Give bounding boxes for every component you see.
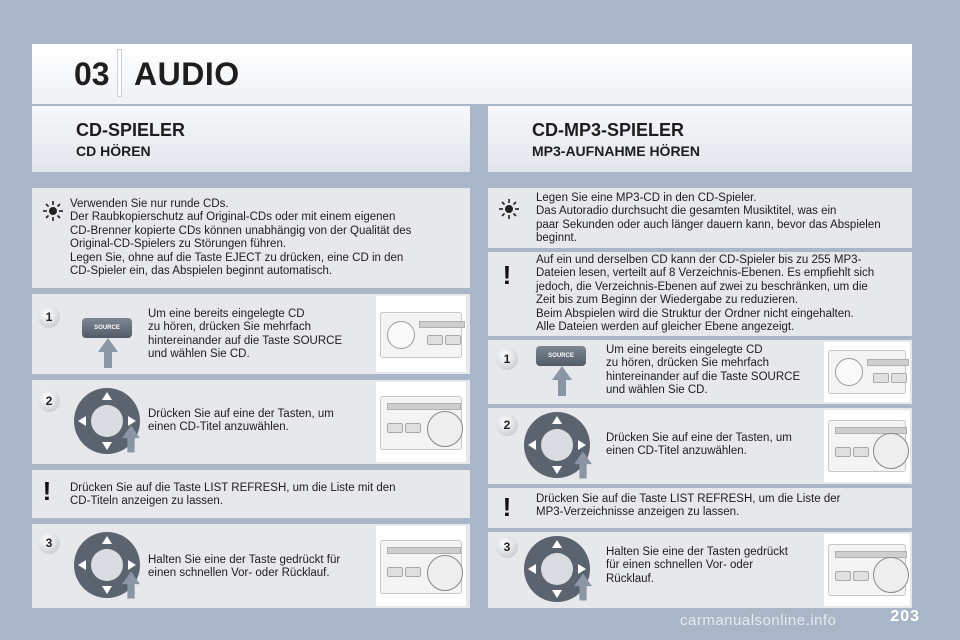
left-warning-panel [32, 470, 470, 518]
left-step1-text: Um eine bereits eingelegte CD zu hören, drücken Sie mehrfach hintereinander auf die Taste SOURCE und wählen Sie CD. [148, 308, 343, 361]
info-sun-icon [498, 198, 520, 220]
chapter-separator [118, 50, 121, 96]
warning-icon: ! [42, 476, 52, 506]
radio-panel-image [376, 296, 466, 372]
left-info-panel [32, 188, 470, 288]
left-step2-text: Drücken Sie auf eine der Tasten, um einen CD-Titel anzuwählen. [148, 408, 334, 434]
right-section-heading [488, 106, 912, 172]
warning-icon: ! [502, 260, 512, 290]
radio-panel-image [824, 534, 910, 606]
press-arrow-icon [552, 366, 572, 396]
right-section-subtitle: MP3-AUFNAHME HÖREN [532, 143, 700, 159]
left-section-heading [32, 106, 470, 172]
right-warning2-text: Drücken Sie auf die Taste LIST REFRESH, um die Liste der MP3-Verzeichnisse anzeigen zu lassen. [536, 493, 841, 519]
right-step1-text: Um eine bereits eingelegte CD zu hören, drücken Sie mehrfach hintereinander auf die Taste SOURCE und wählen Sie CD. [606, 344, 801, 397]
source-button-icon: SOURCE [82, 318, 132, 338]
left-warning-text: Drücken Sie auf die Taste LIST REFRESH, um die Liste mit den CD-Titeln anzeigen zu lassen. [70, 482, 396, 508]
right-step1-panel [488, 340, 912, 404]
left-step3-panel [32, 524, 470, 608]
warning-icon: ! [502, 492, 512, 522]
left-step1-panel [32, 294, 470, 374]
left-step2-panel [32, 380, 470, 464]
radio-panel-image [376, 526, 466, 606]
right-step2-panel [488, 408, 912, 484]
step-number-badge: 1 [38, 306, 60, 328]
press-arrow-icon [122, 424, 140, 454]
page-number: 203 [890, 608, 920, 625]
press-arrow-icon [122, 570, 140, 600]
radio-panel-image [824, 410, 910, 482]
left-section-title: CD-SPIELER [76, 120, 186, 140]
press-arrow-icon [98, 338, 118, 368]
right-step3-text: Halten Sie eine der Tasten gedrückt für einen schnellen Vor- oder Rücklauf. [606, 546, 788, 585]
chapter-number: 03 [74, 56, 110, 92]
source-button-icon: SOURCE [536, 346, 586, 366]
left-info-text: Verwenden Sie nur runde CDs. Der Raubkopierschutz auf Original-CDs oder mit einem eigenen CD-Brenner kopierte CDs können unabhängig von der Qualität des Original-CD-Spielers zu Störungen führen. Legen Sie, ohne auf die Taste EJECT zu drücken, eine CD in den CD-Spieler ein, das Abspielen beginnt automatisch. [70, 198, 412, 278]
step-number-badge: 3 [496, 536, 518, 558]
step-number-badge: 2 [38, 390, 60, 412]
right-step3-panel [488, 532, 912, 608]
right-info-text: Legen Sie eine MP3-CD in den CD-Spieler. Das Autoradio durchsucht die gesamten Musiktitel, was ein paar Sekunden oder auch länger dauern kann, bevor das Abspielen beginnt. [536, 192, 881, 245]
right-step2-text: Drücken Sie auf eine der Tasten, um einen CD-Titel anzuwählen. [606, 432, 792, 458]
right-info-panel [488, 188, 912, 248]
right-warning1-text: Auf ein und derselben CD kann der CD-Spieler bis zu 255 MP3- Dateien lesen, verteilt auf 8 Verzeichnis-Ebenen. Es empfiehlt sich jedoch, die Verzeichnis-Ebenen auf zwei zu beschränken, um die Zeit bis zum Beginn der Wiedergabe zu reduzieren. Beim Abspielen wird die Struktur der Ordner nicht eingehalten. Alle Dateien werden auf gleicher Ebene angezeigt. [536, 254, 875, 334]
press-arrow-icon [574, 572, 592, 602]
step-number-badge: 2 [496, 414, 518, 436]
step-number-badge: 3 [38, 532, 60, 554]
right-section-title: CD-MP3-SPIELER [532, 120, 685, 140]
left-section-subtitle: CD HÖREN [76, 143, 151, 159]
watermark: carmanualsonline.info [680, 612, 837, 629]
chapter-title: AUDIO [134, 56, 240, 92]
info-sun-icon [42, 200, 64, 222]
right-warning1-panel [488, 252, 912, 336]
left-step3-text: Halten Sie eine der Taste gedrückt für einen schnellen Vor- oder Rücklauf. [148, 554, 341, 580]
step-number-badge: 1 [496, 348, 518, 370]
radio-panel-image [824, 342, 910, 402]
right-warning2-panel [488, 488, 912, 528]
radio-panel-image [376, 382, 466, 462]
press-arrow-icon [574, 450, 592, 480]
